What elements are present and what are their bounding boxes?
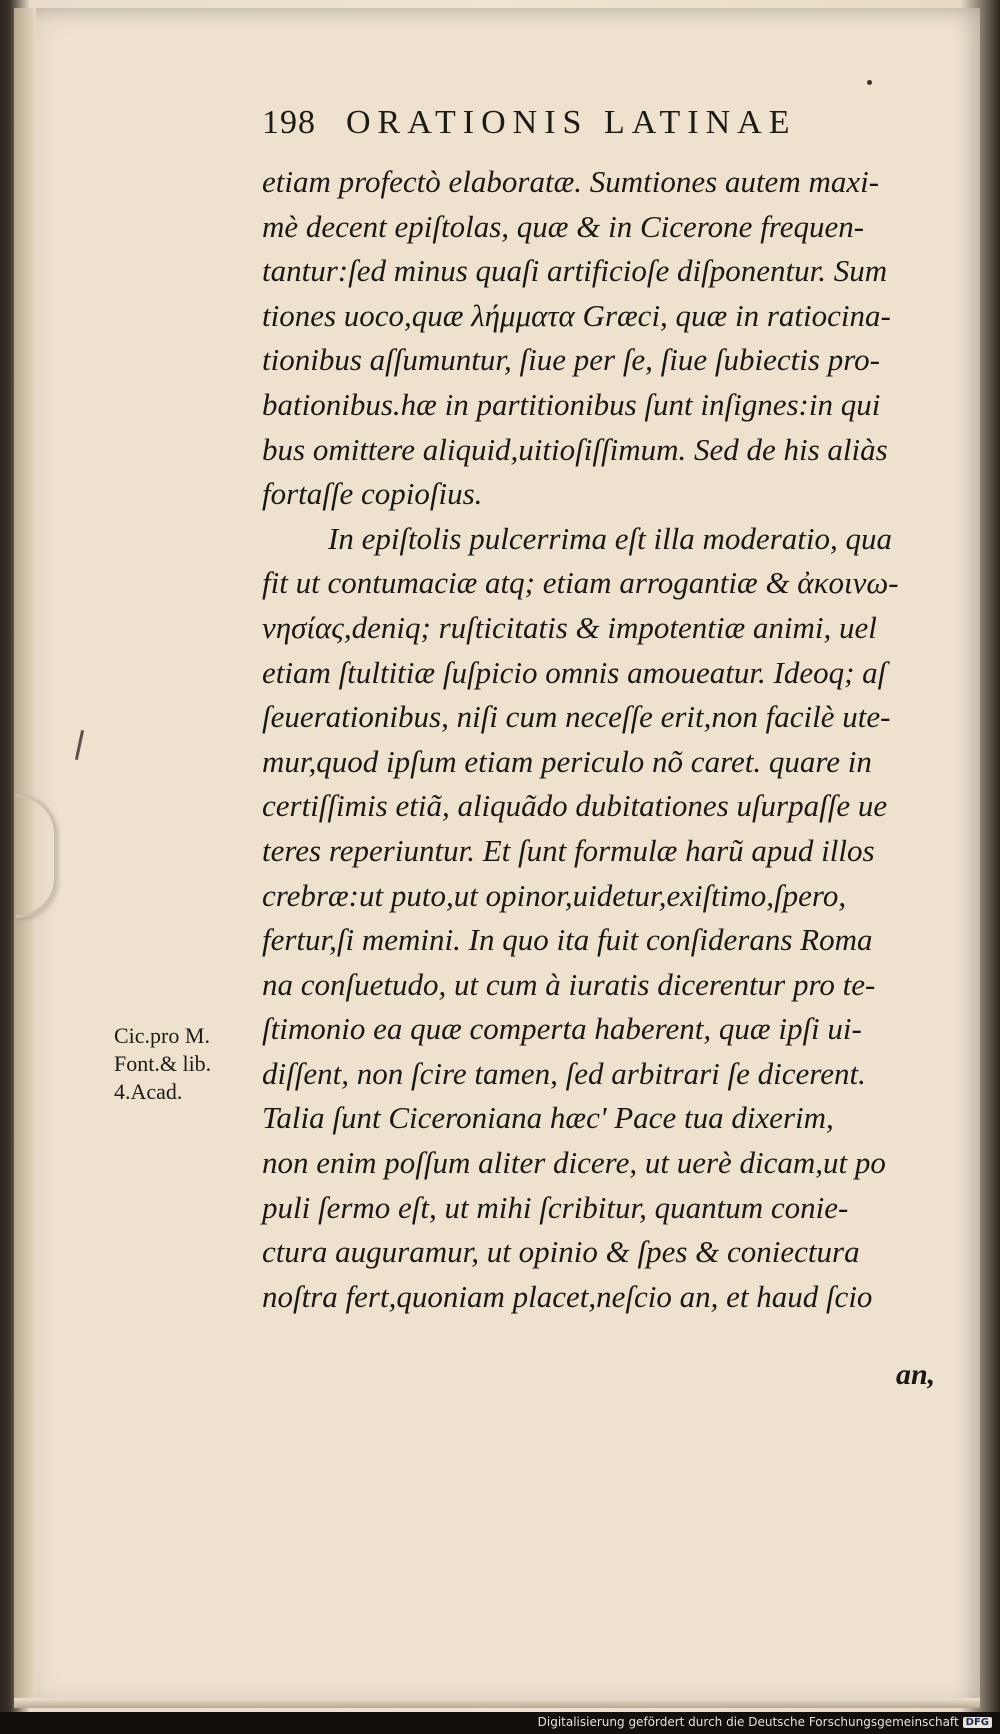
text-line: fertur,ſi memini. In quo ita fuit conſiderans Roma [262, 922, 873, 958]
text-line: mè decent epiſtolas, quæ & in Cicerone frequen- [262, 208, 865, 244]
text-line: mur,quod ipſum etiam periculo nõ caret. quare in [262, 743, 872, 779]
body-text [262, 160, 942, 1319]
footer-credit [538, 1715, 992, 1729]
text-line: νησίας,deniq; ruſticitatis & impotentiæ animi, uel [262, 609, 877, 645]
page-bottom-edge [14, 1698, 980, 1708]
text-line: Talia ſunt Ciceroniana hæc' Pace tua dixerim, [262, 1100, 834, 1136]
text-line: diſſent, non ſcire tamen, ſed arbitrari ſe dicerent. [262, 1055, 866, 1091]
text-line: tiones uoco,quæ λήμματα Græci, quæ in ratiocina- [262, 297, 891, 333]
text-line: ctura auguramur, ut opinio & ſpes & coniectura [262, 1234, 860, 1270]
text-line: crebræ:ut puto,ut opinor,uidetur,exiſtimo,ſpero, [262, 877, 847, 913]
page-number: 198 [262, 104, 316, 141]
footer-bar [0, 1712, 1000, 1734]
stray-ink-mark [75, 730, 84, 760]
marginal-note-line: Cic.pro M. [114, 1023, 210, 1048]
text-line: bus omittere aliquid,uitioſiſſimum. Sed de his aliàs [262, 431, 888, 467]
marginal-note [114, 1022, 264, 1106]
text-line: etiam profectò elaboratæ. Sumtiones autem maxi- [262, 164, 880, 199]
catchword: an, [896, 1358, 936, 1391]
text-line-paragraph-start: In epiſtolis pulcerrima eſt illa moderatio, qua [328, 520, 892, 556]
dfg-logo-icon: DFG [963, 1717, 992, 1728]
text-line: non enim poſſum aliter dicere, ut uerè dicam,ut po [262, 1145, 886, 1181]
marginal-note-line: Font.& lib. [114, 1051, 212, 1076]
text-line: na conſuetudo, ut cum à iuratis dicerentur pro te- [262, 966, 876, 1002]
text-line: certiſſimis etiã, aliquãdo dubitationes uſurpaſſe ue [262, 788, 888, 824]
text-line: puli ſermo eſt, ut mihi ſcribitur, quantum conie- [262, 1189, 849, 1225]
footer-credit-text: Digitalisierung gefördert durch die Deutsche Forschungsgemeinschaft [537, 1715, 959, 1729]
text-line: noſtra fert,quoniam placet,neſcio an, et haud ſcio [262, 1278, 873, 1314]
text-line: tantur:ſed minus quaſi artificioſe diſponentur. Sum [262, 253, 888, 289]
page-header [262, 104, 882, 154]
page-clip [16, 794, 57, 918]
text-line: teres reperiuntur. Et ſunt formulæ harũ apud illos [262, 832, 875, 868]
marginal-note-line: 4.Acad. [114, 1079, 183, 1104]
running-title: ORATIONIS LATINAE [346, 104, 797, 141]
text-line: ſtimonio ea quæ comperta haberent, quæ ipſi ui- [262, 1011, 862, 1047]
text-line: ſeuerationibus, niſi cum neceſſe erit,non facilè ute- [262, 699, 891, 735]
ink-speck [867, 80, 872, 85]
text-line: fit ut contumaciæ atq; etiam arrogantiæ & ἀκοινω- [262, 565, 899, 601]
text-line: bationibus.hæ in partitionibus ſunt inſignes:in qui [262, 386, 881, 422]
text-line: fortaſſe copioſius. [262, 476, 483, 512]
text-line: etiam ſtultitiæ ſuſpicio omnis amoueatur. Ideoq; aſ [262, 654, 887, 690]
text-line: tionibus aſſumuntur, ſiue per ſe, ſiue ſubiectis pro- [262, 342, 880, 378]
